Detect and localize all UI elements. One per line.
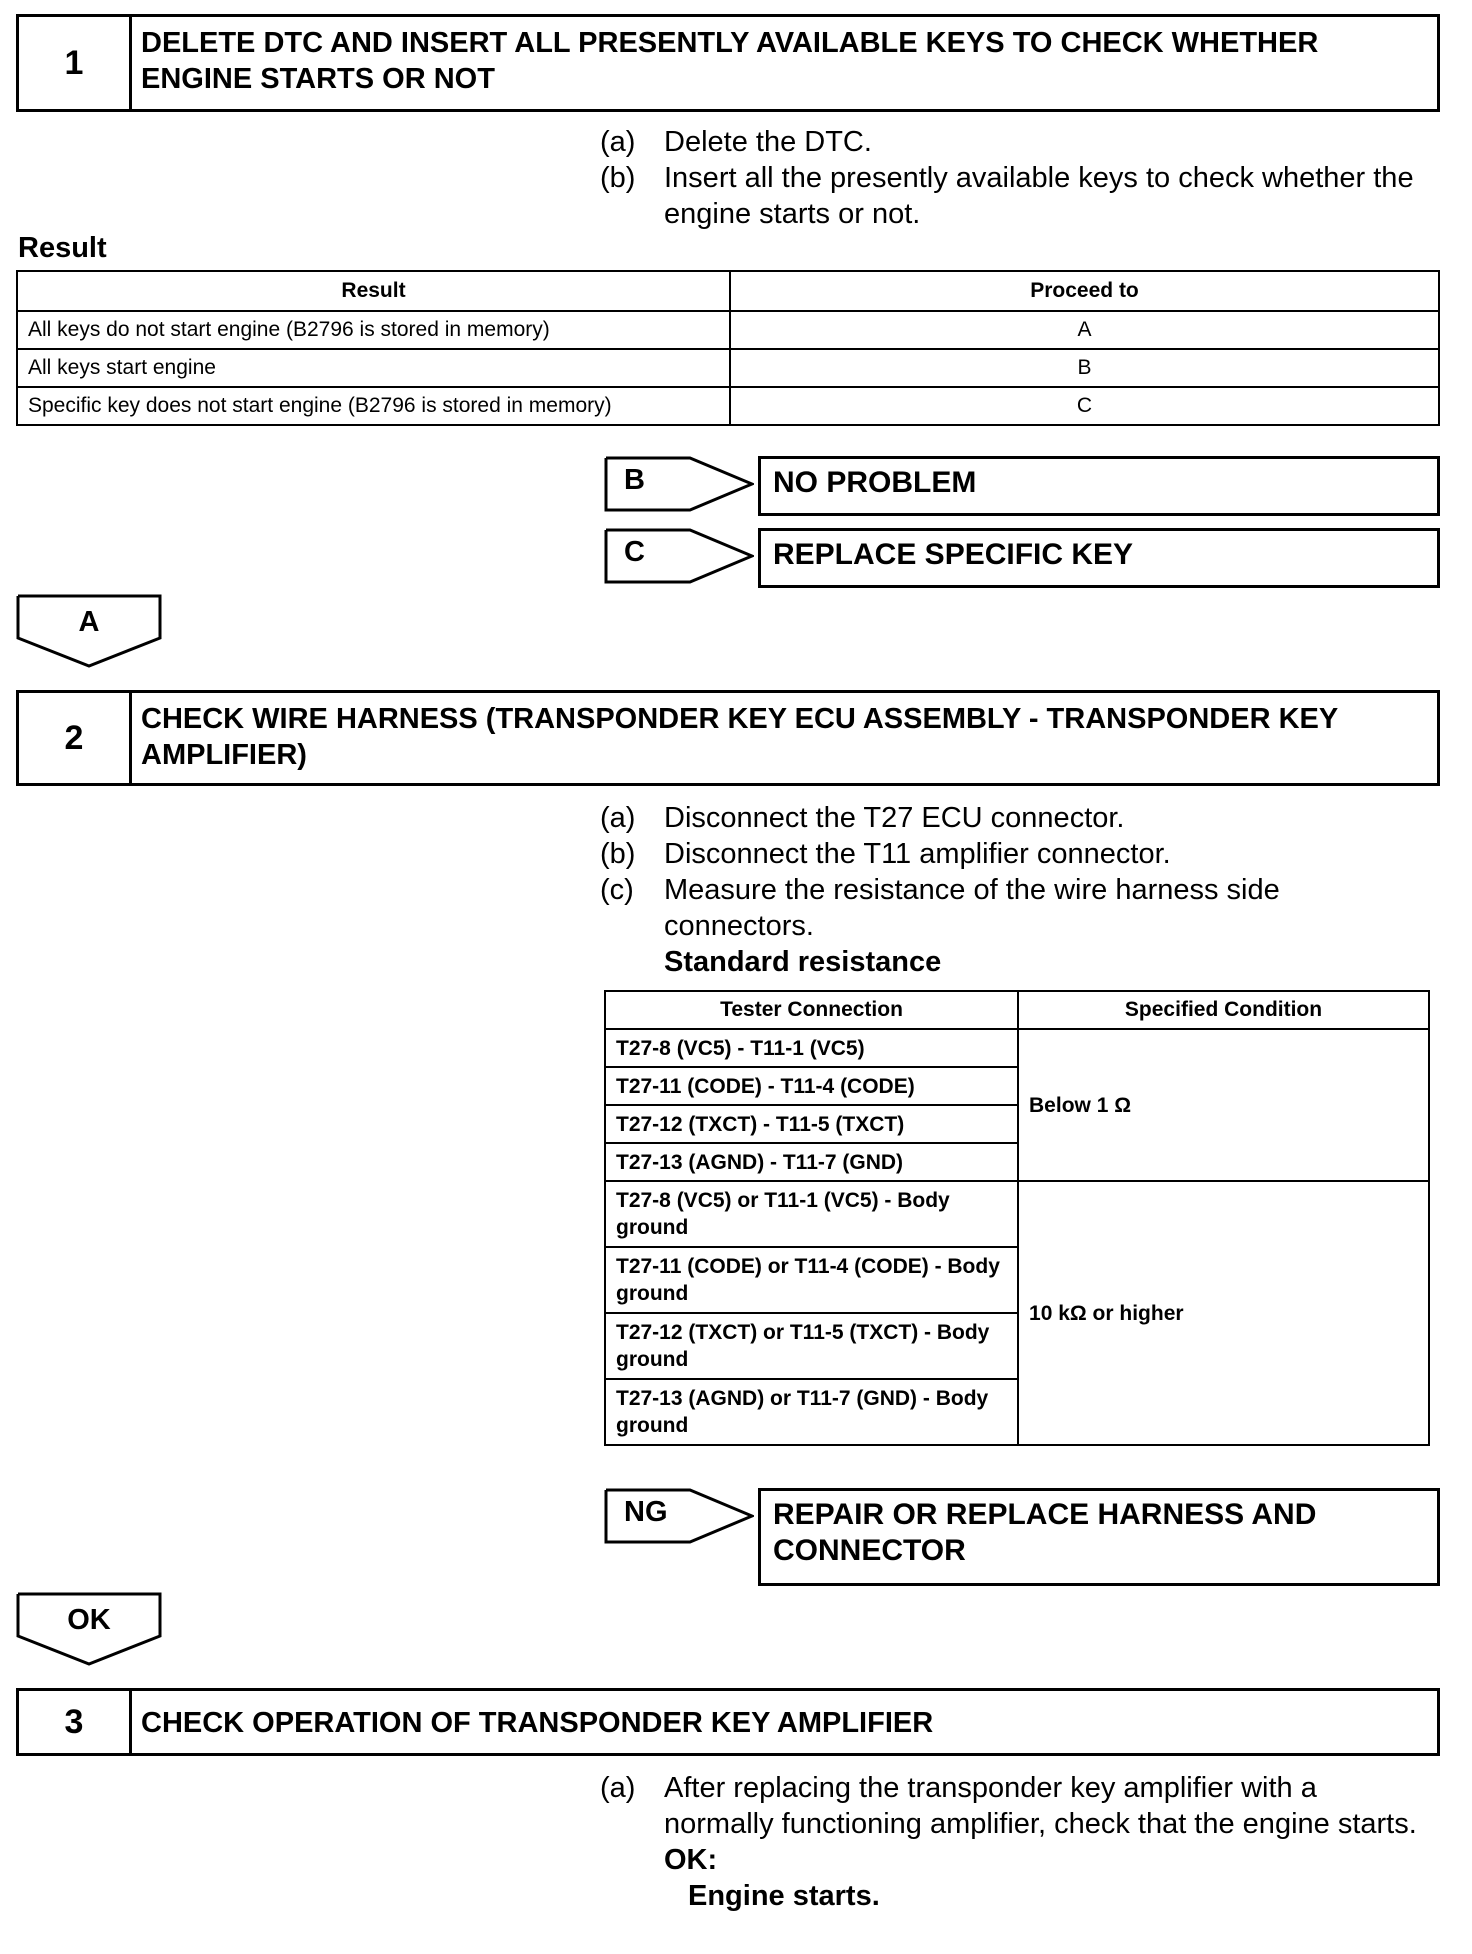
table-cell: T27-13 (AGND) or T11-7 (GND) - Body ground (605, 1379, 1018, 1445)
step-number: 2 (19, 693, 132, 783)
step-title: DELETE DTC AND INSERT ALL PRESENTLY AVAILABLE KEYS TO CHECK WHETHER ENGINE STARTS OR NOT (141, 27, 1319, 95)
instruction-item: (a) Delete the DTC. (600, 126, 872, 158)
step-1-header (16, 14, 1440, 112)
table-cell: A (730, 311, 1439, 349)
table-row (605, 1029, 1429, 1067)
table-cell: T27-11 (CODE) - T11-4 (CODE) (605, 1067, 1018, 1105)
ok-heading: OK: (664, 1844, 718, 1876)
condition-cell: 10 kΩ or higher (1018, 1181, 1429, 1445)
step-number: 1 (19, 17, 132, 109)
column-header: Tester Connection (605, 991, 1018, 1029)
table-cell: T27-11 (CODE) or T11-4 (CODE) - Body ground (605, 1247, 1018, 1313)
table-row (17, 387, 1439, 425)
result-heading: Result (18, 232, 107, 264)
step-1-instructions (600, 124, 1430, 232)
step-title: CHECK WIRE HARNESS (TRANSPONDER KEY ECU ASSEMBLY - TRANSPONDER KEY AMPLIFIER) (141, 703, 1338, 771)
table-header-row (605, 991, 1429, 1029)
action-box-no-problem: NO PROBLEM (758, 456, 1440, 516)
table-row (605, 1181, 1429, 1247)
table-row (17, 311, 1439, 349)
step-2-header (16, 690, 1440, 786)
table-cell: T27-13 (AGND) - T11-7 (GND) (605, 1143, 1018, 1181)
table-cell: T27-8 (VC5) - T11-1 (VC5) (605, 1029, 1018, 1067)
column-header: Specified Condition (1018, 991, 1429, 1029)
instruction-item: (a) After replacing the transponder key amplifier with a normally functioning amplifier, check that the engine starts. (600, 1772, 1417, 1840)
step-2-instructions (600, 800, 1430, 980)
step-number: 3 (19, 1691, 132, 1753)
down-arrow-ok: OK (16, 1592, 162, 1668)
jump-arrow-b: B (604, 456, 754, 512)
table-cell: T27-12 (TXCT) or T11-5 (TXCT) - Body ground (605, 1313, 1018, 1379)
condition-cell: Below 1 Ω (1018, 1029, 1429, 1181)
table-cell: T27-12 (TXCT) - T11-5 (TXCT) (605, 1105, 1018, 1143)
down-arrow-a: A (16, 594, 162, 670)
table-cell: T27-8 (VC5) or T11-1 (VC5) - Body ground (605, 1181, 1018, 1247)
action-box-replace-key: REPLACE SPECIFIC KEY (758, 528, 1440, 588)
table-cell: B (730, 349, 1439, 387)
column-header: Proceed to (730, 271, 1439, 311)
jump-arrow-c: C (604, 528, 754, 584)
table-cell: C (730, 387, 1439, 425)
instruction-item: (c) Measure the resistance of the wire harness side connectors. (600, 874, 1280, 942)
table-header-row (17, 271, 1439, 311)
table-cell: All keys do not start engine (B2796 is stored in memory) (17, 311, 730, 349)
action-box-repair-harness: REPAIR OR REPLACE HARNESS AND CONNECTOR (758, 1488, 1440, 1586)
ok-criterion: Engine starts. (688, 1880, 880, 1912)
step-3-instructions (600, 1770, 1430, 1914)
step-3-header (16, 1688, 1440, 1756)
jump-arrow-ng: NG (604, 1488, 754, 1544)
step-title: CHECK OPERATION OF TRANSPONDER KEY AMPLIFIER (141, 1707, 934, 1739)
table-cell: Specific key does not start engine (B2796 is stored in memory) (17, 387, 730, 425)
instruction-item: (b) Disconnect the T11 amplifier connector. (600, 838, 1171, 870)
table-cell: All keys start engine (17, 349, 730, 387)
column-header: Result (17, 271, 730, 311)
instruction-item: (b) Insert all the presently available keys to check whether the engine starts or not. (600, 162, 1414, 230)
result-table (16, 270, 1440, 426)
table-row (17, 349, 1439, 387)
resistance-table (604, 990, 1430, 1446)
standard-resistance-heading: Standard resistance (664, 946, 942, 978)
instruction-item: (a) Disconnect the T27 ECU connector. (600, 802, 1125, 834)
